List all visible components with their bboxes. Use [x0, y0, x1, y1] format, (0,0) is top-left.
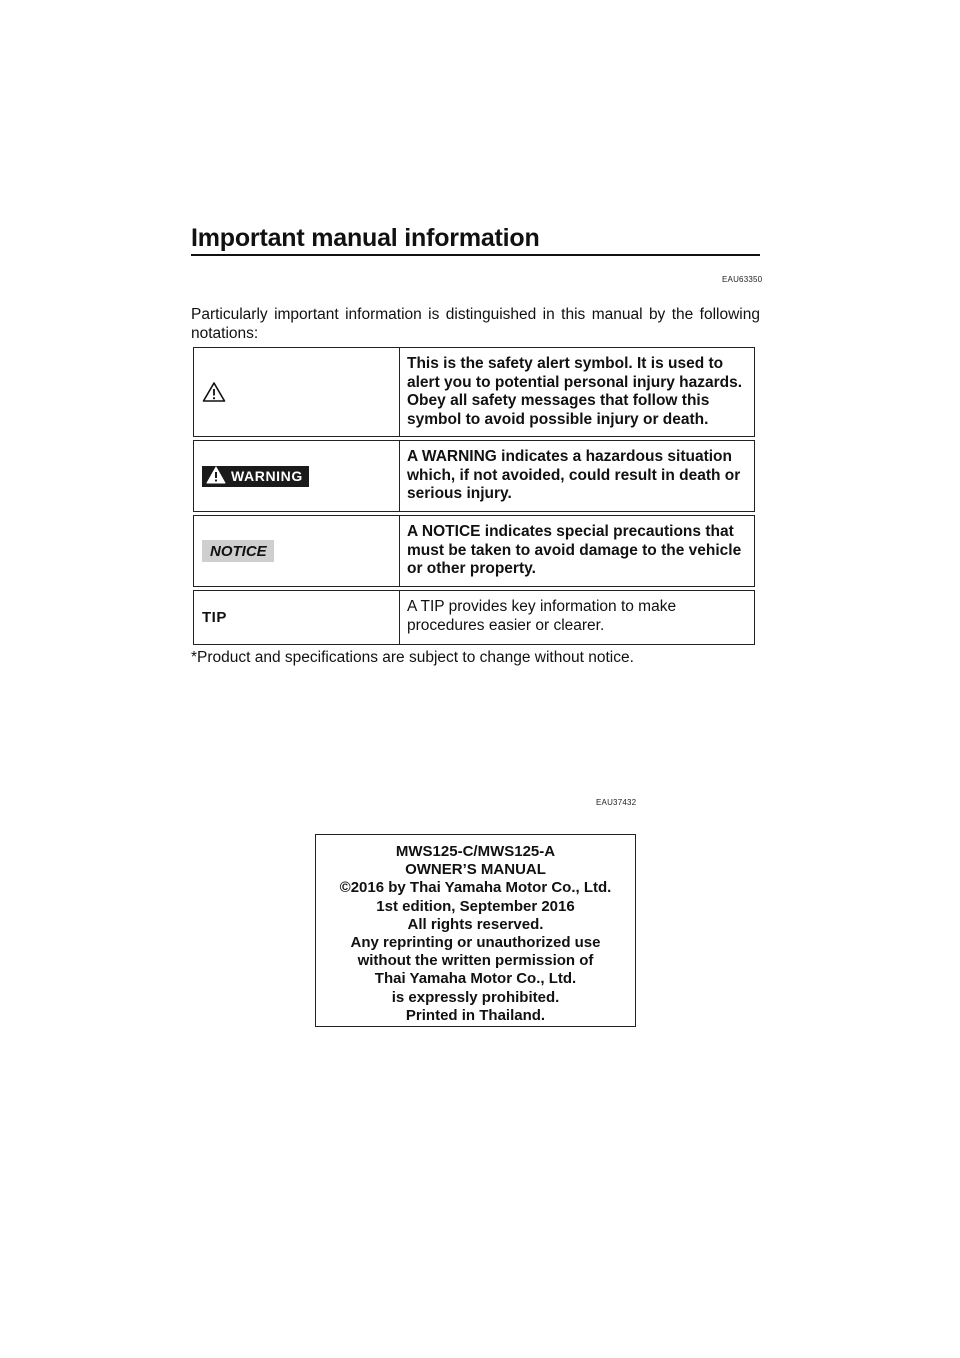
- safety-alert-icon: [202, 381, 226, 403]
- warning-badge: [202, 466, 309, 487]
- copyright-line: Printed in Thailand.: [405, 1006, 546, 1024]
- copyright-line: All rights reserved.: [407, 915, 544, 933]
- warning-icon: [206, 466, 231, 487]
- page-title: Important manual information: [191, 224, 540, 252]
- warning-label: WARNING: [231, 468, 303, 484]
- notice-badge: NOTICE: [202, 540, 274, 562]
- notation-text: A WARNING indicates a hazardous situation which, if not avoided, could result in death or serious injury.: [407, 448, 741, 502]
- copyright-line: 1st edition, September 2016: [376, 897, 575, 915]
- footnote: *Product and specifications are subject to change without notice.: [191, 649, 634, 666]
- copyright-line: is expressly prohibited.: [391, 988, 560, 1006]
- notation-label-cell: [194, 516, 400, 586]
- tip-label: TIP: [202, 609, 227, 626]
- section-code: EAU37432: [596, 798, 637, 807]
- copyright-line: without the written permission of: [357, 952, 594, 970]
- notation-text: A TIP provides key information to make procedures easier or clearer.: [407, 598, 677, 634]
- notation-text: A NOTICE indicates special precautions that must be taken to avoid damage to the vehicle or other property.: [407, 523, 742, 577]
- notation-warning: [193, 440, 755, 512]
- section-code: EAU63350: [722, 275, 763, 284]
- copyright-line: Any reprinting or unauthorized use: [350, 934, 601, 952]
- copyright-box: [315, 834, 636, 1027]
- intro-paragraph: Particularly important information is distinguished in this manual by the following notations:: [191, 306, 760, 342]
- copyright-line: Thai Yamaha Motor Co., Ltd.: [374, 970, 577, 988]
- copyright-line: MWS125-C/MWS125-A: [395, 843, 556, 860]
- notation-text: This is the safety alert symbol. It is used to alert you to potential personal injury hazards. Obey all safety messages that follow this symbol to avoid possible injury or death.: [407, 355, 743, 428]
- copyright-line: ©2016 by Thai Yamaha Motor Co., Ltd.: [339, 879, 612, 897]
- notation-label-cell: [194, 591, 400, 644]
- notation-tip: [193, 590, 755, 645]
- title-divider: [191, 254, 760, 256]
- notation-label-cell: [194, 441, 400, 511]
- notation-notice: [193, 515, 755, 587]
- copyright-line: OWNER’S MANUAL: [405, 861, 546, 879]
- notation-safety-alert: [193, 347, 755, 437]
- notation-label-cell: [194, 348, 400, 436]
